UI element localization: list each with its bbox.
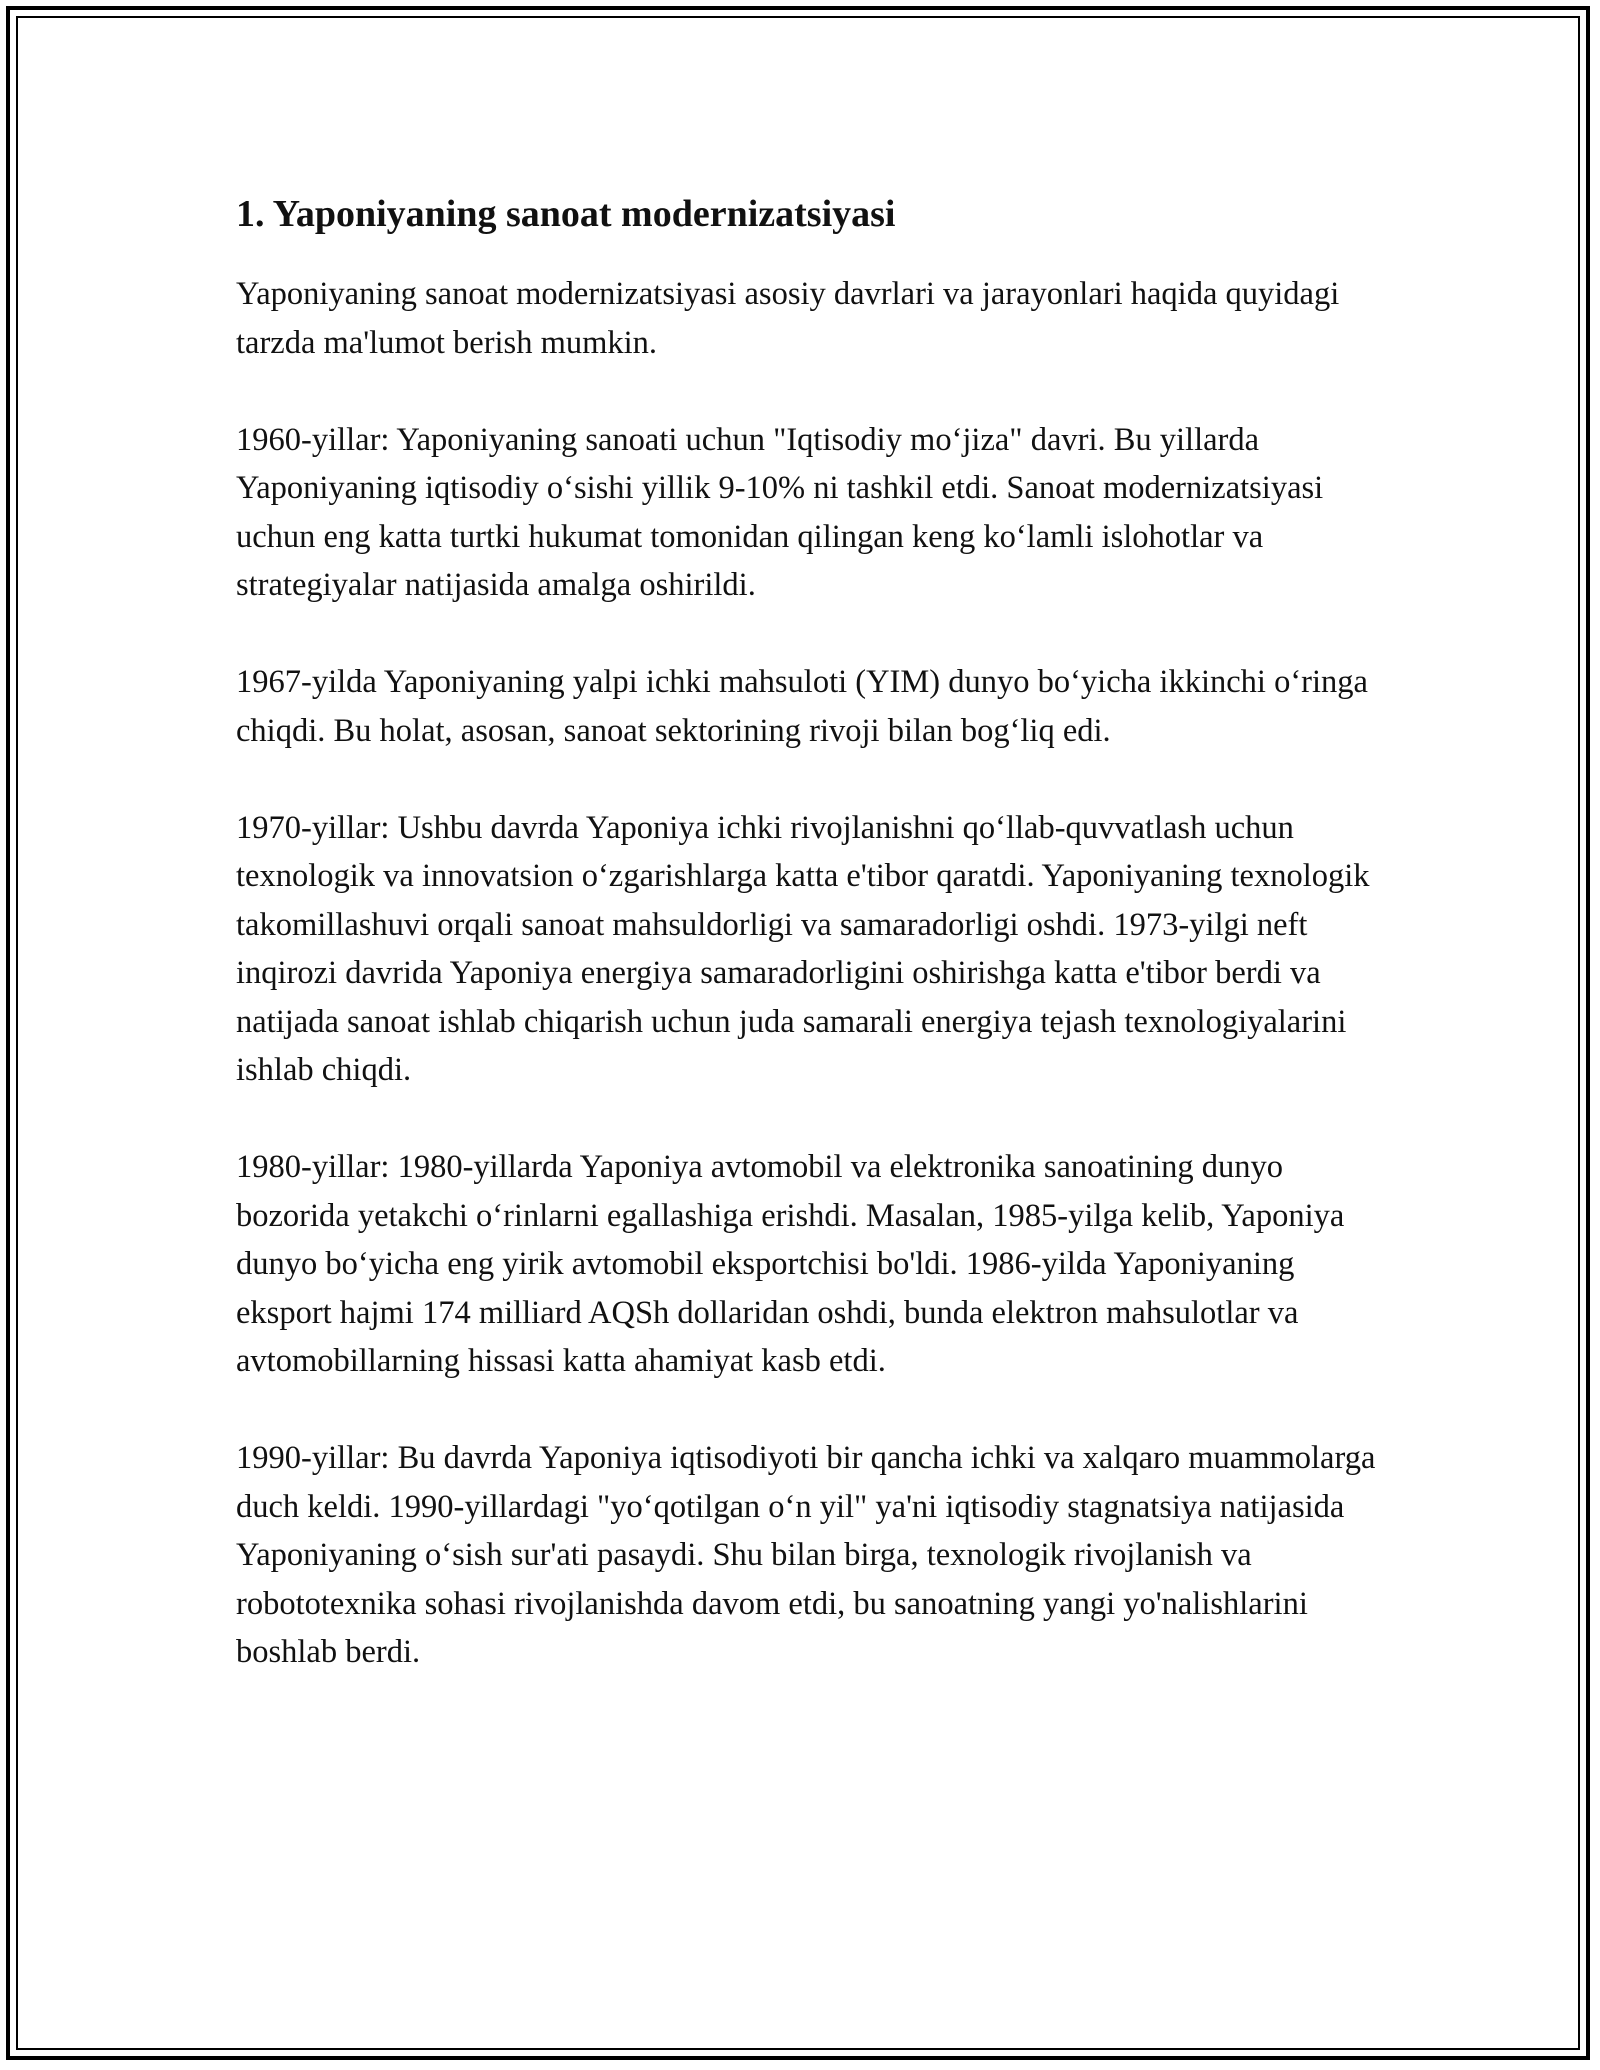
paragraph-1990s: 1990-yillar: Bu davrda Yaponiya iqtisodiyoti bir qancha ichki va xalqaro muammolarga duch keldi. 1990-yillardagi "yo‘qotilgan o‘n yil" ya'ni iqtisodiy stagnatsiya natijasida Yaponiyaning o‘sish sur'ati pasaydi. Shu bilan birga, texnologik rivojlanish va robototexnika sohasi rivojlanishda davom etdi, bu sanoatning yangi yo'nalishlarini boshlab berdi. [236,1440,1376,1670]
document-body [236,186,1386,1725]
section-heading: 1. Yaponiyaning sanoat modernizatsiyasi [236,193,896,235]
paragraph-1967: 1967-yilda Yaponiyaning yalpi ichki mahsuloti (YIM) dunyo bo‘yicha ikkinchi o‘ringa chiqdi. Bu holat, asosan, sanoat sektorining rivoji bilan bog‘liq edi. [236,664,1368,749]
paragraph-intro: Yaponiyaning sanoat modernizatsiyasi asosiy davrlari va jarayonlari haqida quyidagi tarzda ma'lumot berish mumkin. [236,276,1340,361]
paragraph-1960s: 1960-yillar: Yaponiyaning sanoati uchun "Iqtisodiy mo‘jiza" davri. Bu yillarda Yaponiyaning iqtisodiy o‘sishi yillik 9-10% ni tashkil etdi. Sanoat modernizatsiyasi uchun eng katta turtki hukumat tomonidan qilingan keng ko‘lamli islohotlar va strategiyalar natijasida amalga oshirildi. [236,421,1324,603]
paragraph-1980s: 1980-yillar: 1980-yillarda Yaponiya avtomobil va elektronika sanoatining dunyo bozorida yetakchi o‘rinlarni egallashiga erishdi. Masalan, 1985-yilga kelib, Yaponiya dunyo bo‘yicha eng yirik avtomobil eksportchisi bo'ldi. 1986-yilda Yaponiyaning eksport hajmi 174 milliard AQSh dollaridan oshdi, bunda elektron mahsulotlar va avtomobillarning hissasi katta ahamiyat kasb etdi. [236,1149,1345,1379]
paragraph-1970s: 1970-yillar: Ushbu davrda Yaponiya ichki rivojlanishni qo‘llab-quvvatlash uchun texnologik va innovatsion o‘zgarishlarga katta e'tibor qaratdi. Yaponiyaning texnologik takomillashuvi orqali sanoat mahsuldorligi va samaradorligi oshdi. 1973-yilgi neft inqirozi davrida Yaponiya energiya samaradorligini oshirishga katta e'tibor berdi va natijada sanoat ishlab chiqarish uchun juda samarali energiya tejash texnologiyalarini ishlab chiqdi. [236,809,1370,1088]
